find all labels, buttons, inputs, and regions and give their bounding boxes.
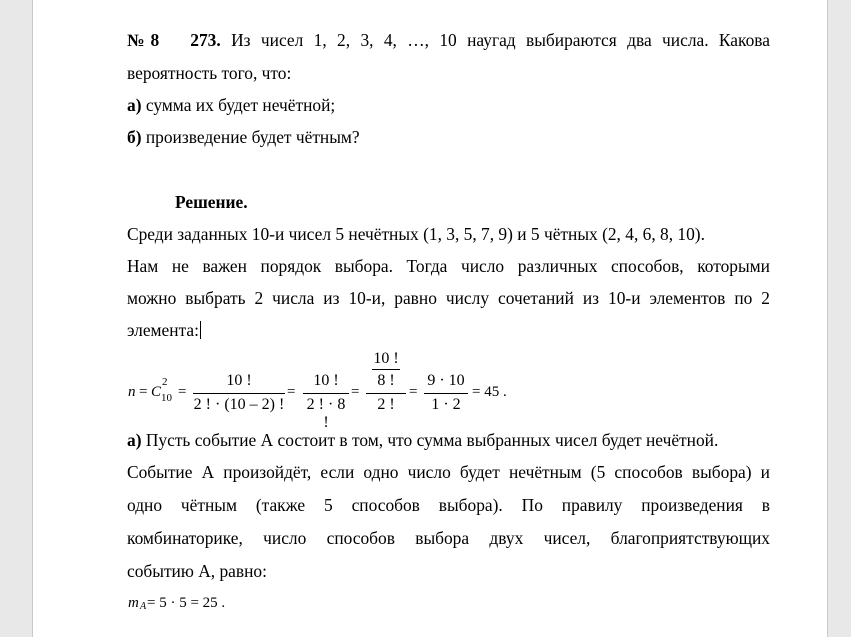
formula-ma-m: m (128, 595, 139, 611)
formula-n-eq-1: = (139, 384, 148, 400)
formula-n-result: = 45 . (472, 384, 507, 400)
part-a-line-2: Событие А произойдёт, если одно число будет нечётным (5 способов выбора) и (127, 462, 770, 482)
formula-c-sup: 2 (162, 376, 168, 388)
part-a-label: а) (127, 430, 142, 450)
question-a-label: а) (127, 95, 142, 115)
solution-paragraph-2-line-1: Нам не важен порядок выбора. Тогда число различных способов, которыми (127, 256, 770, 276)
solution-paragraph-2-line-2: можно выбрать 2 числа из 10-и, равно числу сочетаний из 10-и элементов по 2 (127, 288, 770, 308)
fraction-4-denominator: 1 · 2 (431, 396, 461, 413)
question-b (127, 127, 770, 147)
question-b-text: произведение будет чётным? (141, 127, 360, 147)
fraction-3-inner-numerator: 10 ! (373, 350, 399, 367)
formula-n-eq-2: = (178, 384, 187, 400)
question-a-text: сумма их будет нечётной; (141, 95, 336, 115)
solution-heading (175, 192, 818, 212)
text-cursor (200, 321, 201, 339)
problem-line-1 (127, 30, 770, 50)
question-a (127, 95, 770, 115)
fraction-1-numerator: 10 ! (226, 372, 252, 389)
fraction-3-inner-bar (372, 369, 400, 370)
formula-n-eq-4: = (351, 384, 360, 400)
fraction-3-denominator: 2 ! (377, 396, 395, 413)
formula-c-sub: 10 (161, 392, 172, 404)
fraction-2-bar (303, 393, 349, 394)
solution-heading-text: Решение. (175, 192, 248, 212)
formula-n-eq-5: = (409, 384, 418, 400)
fraction-3-bar (366, 393, 406, 394)
problem-line-2: вероятность того, что: (127, 63, 292, 83)
solution-paragraph-1: Среди заданных 10-и чисел 5 нечётных (1, 3, 5, 7, 9) и 5 чётных (2, 4, 6, 8, 10). (127, 224, 705, 244)
part-a-line-1-text: Пусть событие А состоит в том, что сумма выбранных чисел будет нечётной. (141, 430, 719, 450)
fraction-2-denominator: 2 ! · 8 ! (306, 396, 346, 431)
solution-paragraph-2-line-3 (127, 320, 770, 340)
fraction-4-bar (424, 393, 468, 394)
fraction-2-numerator: 10 ! (313, 372, 339, 389)
question-b-label: б) (127, 127, 142, 147)
task-id: 273. (190, 30, 221, 50)
fraction-4-numerator: 9 · 10 (427, 372, 465, 389)
part-a-line-5: событию А, равно: (127, 561, 267, 581)
formula-c-symbol: C (151, 384, 162, 400)
fraction-1-bar (193, 393, 285, 394)
problem-number: №8 (127, 30, 160, 50)
formula-ma-expr: = 5 · 5 = 25 . (147, 595, 226, 611)
formula-n-symbol: n (128, 384, 136, 400)
formula-n-eq-3: = (287, 384, 296, 400)
formula-ma-sub: A (140, 601, 147, 612)
problem-text-1: Из чисел 1, 2, 3, 4, …, 10 наугад выбираются два числа. Какова (231, 30, 770, 50)
fraction-3-inner-denominator: 8 ! (377, 372, 395, 389)
solution-paragraph-2-line-3-text: элемента: (127, 320, 199, 340)
document-page[interactable] (32, 0, 828, 637)
part-a-line-3: одно чётным (также 5 способов выбора). По правилу произведения в (127, 495, 770, 515)
part-a-line-1 (127, 430, 770, 450)
fraction-1-denominator: 2 ! · (10 – 2) ! (193, 396, 285, 413)
part-a-line-4: комбинаторике, число способов выбора двух чисел, благоприятствующих (127, 528, 770, 548)
